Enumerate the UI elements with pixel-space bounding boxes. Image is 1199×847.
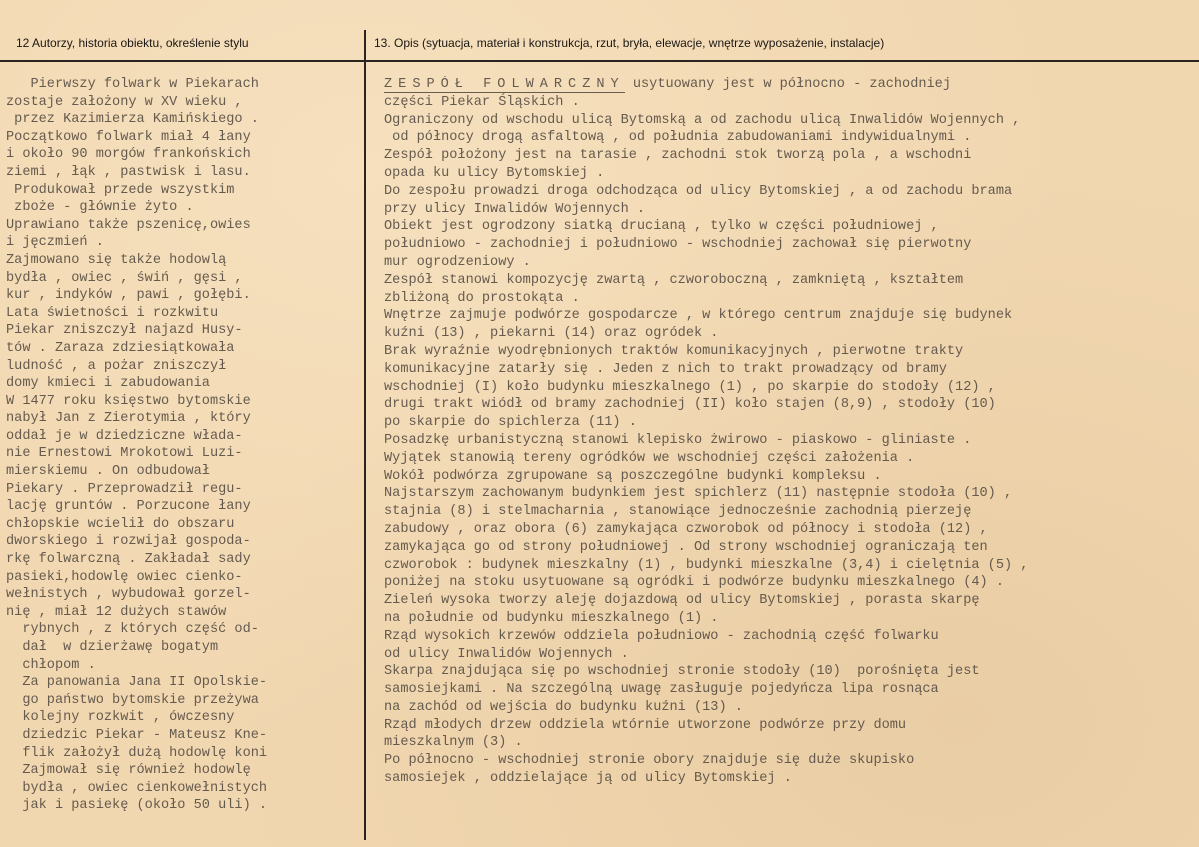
description-line: samosiejkami . Na szczególną uwagę zasługuje pojedyńcza lipa rosnąca [384, 682, 939, 698]
header-rule [0, 60, 1199, 62]
description-line: Do zespołu prowadzi droga odchodząca od ulicy Bytomskiej , a od zachodu brama [384, 183, 1013, 199]
history-line: nię , miał 12 dużych stawów [6, 604, 227, 620]
history-line: dworskiego i rozwijał gospoda- [6, 534, 251, 550]
history-line: Produkował przede wszystkim [6, 182, 235, 198]
history-line: Piekary . Przeprowadził regu- [6, 481, 243, 497]
history-line: Za panowania Jana II Opolskie- [6, 675, 268, 691]
history-line: Piekar zniszczył najazd Husy- [6, 323, 243, 339]
column-divider [364, 30, 366, 840]
description-line: Najstarszym zachowanym budynkiem jest spichlerz (11) następnie stodoła (10) , [384, 486, 1013, 502]
history-line: kur , indyków , pawi , gołębi. [6, 288, 251, 304]
description-line: na zachód od wejścia do budynku kuźni (13) . [384, 699, 743, 715]
description-line: komunikacyjne zatarły się . Jeden z nich to trakt prowadzący od bramy [384, 361, 947, 377]
description-line: zbliżoną do prostokąta . [384, 290, 580, 306]
description-line: Zespół położony jest na tarasie , zachodni stok tworzą pola , a wschodni [384, 148, 972, 164]
history-line: flik założył dużą hodowlę koni [6, 745, 268, 761]
history-line: W 1477 roku księstwo bytomskie [6, 393, 251, 409]
description-line: po skarpie do spichlerza (11) . [384, 415, 637, 431]
history-line: chłopom . [6, 657, 96, 673]
history-line: zostaje założony w XV wieku , [6, 94, 243, 110]
history-line: rybnych , z których część od- [6, 622, 259, 638]
description-line: Zieleń wysoka tworzy aleję dojazdową od ulicy Bytomskiej , porasta skarpę [384, 593, 980, 609]
history-line: dał w dzierżawę bogatym [6, 640, 219, 655]
history-line: lację gruntów . Porzucone łany [6, 499, 251, 515]
description-line: od północy drogą asfaltową , od południa zabudowaniami indywidualnymi . [384, 130, 972, 146]
description-line: Skarpa znajdująca się po wschodniej stronie stodoły (10) porośnięta jest [384, 664, 980, 680]
history-line: dziedzic Piekar - Mateusz Kne- [6, 727, 268, 743]
history-line: kolejny rozkwit , ówczesny [6, 710, 235, 726]
description-line: poniżej na stoku usytuowane są ogródki i podwórze budynku mieszkalnego (4) . [384, 575, 1004, 591]
history-line: rkę folwarczną . Zakładał sady [6, 552, 251, 568]
description-line: Wnętrze zajmuje podwórze gospodarcze , w którego centrum znajduje się budynek [384, 308, 1013, 324]
description-line: przy ulicy Inwalidów Wojennych . [384, 201, 646, 217]
description-line: Rząd wysokich krzewów oddziela południowo - zachodnią część folwarku [384, 628, 939, 644]
history-line: nabył Jan z Zierotymia , który [6, 411, 251, 427]
description-line: zamykająca go od strony południowej . Od strony wschodniej ograniczają ten [384, 539, 988, 555]
history-line: Uprawiano także pszenicę,owies [6, 217, 251, 233]
description-line: Obiekt jest ogrodzony siatką drucianą , tylko w części południowej , [384, 219, 939, 235]
history-line: jak i pasiekę (około 50 uli) . [6, 798, 268, 814]
description-line: na południe od budynku mieszkalnego (1) . [384, 610, 719, 626]
history-line: pasieki,hodowlę owiec cienko- [6, 569, 243, 585]
history-line: nie Ernestowi Mrokotowi Luzi- [6, 446, 243, 462]
description-line: drugi trakt wiódł od bramy zachodniej (II) koło stajen (8,9) , stodoły (10) [384, 397, 996, 413]
description-title-line [384, 76, 1189, 94]
history-line: bydła , owiec , świń , gęsi , [6, 270, 243, 286]
description-line: mieszkalnym (3) . [384, 735, 523, 751]
description-line: Wyjątek stanowią tereny ogródków we wschodniej części założenia . [384, 450, 915, 466]
history-line: Zajmował się również hodowlę [6, 763, 251, 779]
left-heading: 12 Autorzy, historia obiektu, określenie stylu [16, 36, 249, 50]
description-line: opada ku ulicy Bytomskiej . [384, 165, 605, 181]
description-line: Po północno - wschodniej stronie obory znajduje się duże skupisko [384, 753, 915, 769]
description-line: Rząd młodych drzew oddziela wtórnie utworzone podwórze przy domu [384, 717, 907, 733]
history-line: ziemi , łąk , pastwisk i lasu. [6, 164, 251, 180]
history-line: chłopskie wcielił do obszaru [6, 516, 235, 532]
description-title: ZESPÓŁ FOLWARCZNY [384, 77, 625, 92]
history-line: Zajmowano się także hodowlą [6, 252, 227, 268]
history-line: i około 90 morgów frankońskich [6, 147, 251, 163]
right-column-description [384, 76, 1189, 788]
left-column-history [6, 76, 346, 815]
description-line: wschodniej (I) koło budynku mieszkalnego (1) , po skarpie do stodoły (12) , [384, 379, 996, 395]
history-line: zboże - głównie żyto . [6, 200, 194, 216]
description-line: południowo - zachodniej i południowo - wschodniej zachował się pierwotny [384, 237, 972, 253]
description-line: Brak wyraźnie wyodrębnionych traktów komunikacyjnych , pierwotne trakty [384, 343, 964, 359]
history-line: domy kmieci i zabudowania [6, 376, 210, 392]
history-line: przez Kazimierza Kamińskiego . [6, 112, 259, 128]
description-line: od ulicy Inwalidów Wojennych . [384, 646, 629, 662]
description-line: kuźni (13) , piekarni (14) oraz ogródek . [384, 326, 719, 342]
description-line: czworobok : budynek mieszkalny (1) , budynki mieszkalne (3,4) i cielętnia (5) , [384, 557, 1029, 573]
description-line: Ograniczony od wschodu ulicą Bytomską a od zachodu ulicą Inwalidów Wojennych , [384, 112, 1021, 128]
history-line: Początkowo folwark miał 4 łany [6, 129, 251, 145]
history-line: ludność , a pożar zniszczył [6, 358, 227, 374]
history-line: Pierwszy folwark w Piekarach [6, 77, 259, 92]
description-line: Zespół stanowi kompozycję zwartą , czworoboczną , zamkniętą , kształtem [384, 272, 964, 288]
history-line: wełnistych , wybudował gorzel- [6, 587, 251, 603]
description-title-rest: usytuowany jest w północno - zachodniej [624, 77, 951, 92]
history-line: oddał je w dziedziczne włada- [6, 428, 243, 444]
history-line: i jęczmień . [6, 235, 104, 251]
description-line: zabudowy , oraz obora (6) zamykająca czworobok od północy i stodoła (12) , [384, 521, 988, 537]
description-line: samosiejek , oddzielające ją od ulicy Bytomskiej . [384, 771, 792, 787]
history-line: Lata świetności i rozkwitu [6, 305, 219, 321]
right-heading: 13. Opis (sytuacja, materiał i konstrukcja, rzut, bryła, elewacje, wnętrze wyposażenie, instalacje) [374, 36, 885, 50]
description-line: Posadzkę urbanistyczną stanowi klepisko żwirowo - piaskowo - gliniaste . [384, 432, 972, 448]
description-line: Wokół podwórza zgrupowane są poszczególne budynki kompleksu . [384, 468, 882, 484]
description-line: mur ogrodzeniowy . [384, 254, 531, 270]
description-line: części Piekar Śląskich . [384, 94, 580, 110]
history-line: tów . Zaraza zdziesiątkowała [6, 340, 235, 356]
history-line: go państwo bytomskie przeżywa [6, 692, 259, 708]
description-line: stajnia (8) i stelmacharnia , stanowiące jednocześnie zachodnią pierzeję [384, 504, 972, 520]
history-line: bydła , owiec cienkowełnistych [6, 780, 268, 796]
history-line: mierskiemu . On odbudował [6, 464, 210, 480]
